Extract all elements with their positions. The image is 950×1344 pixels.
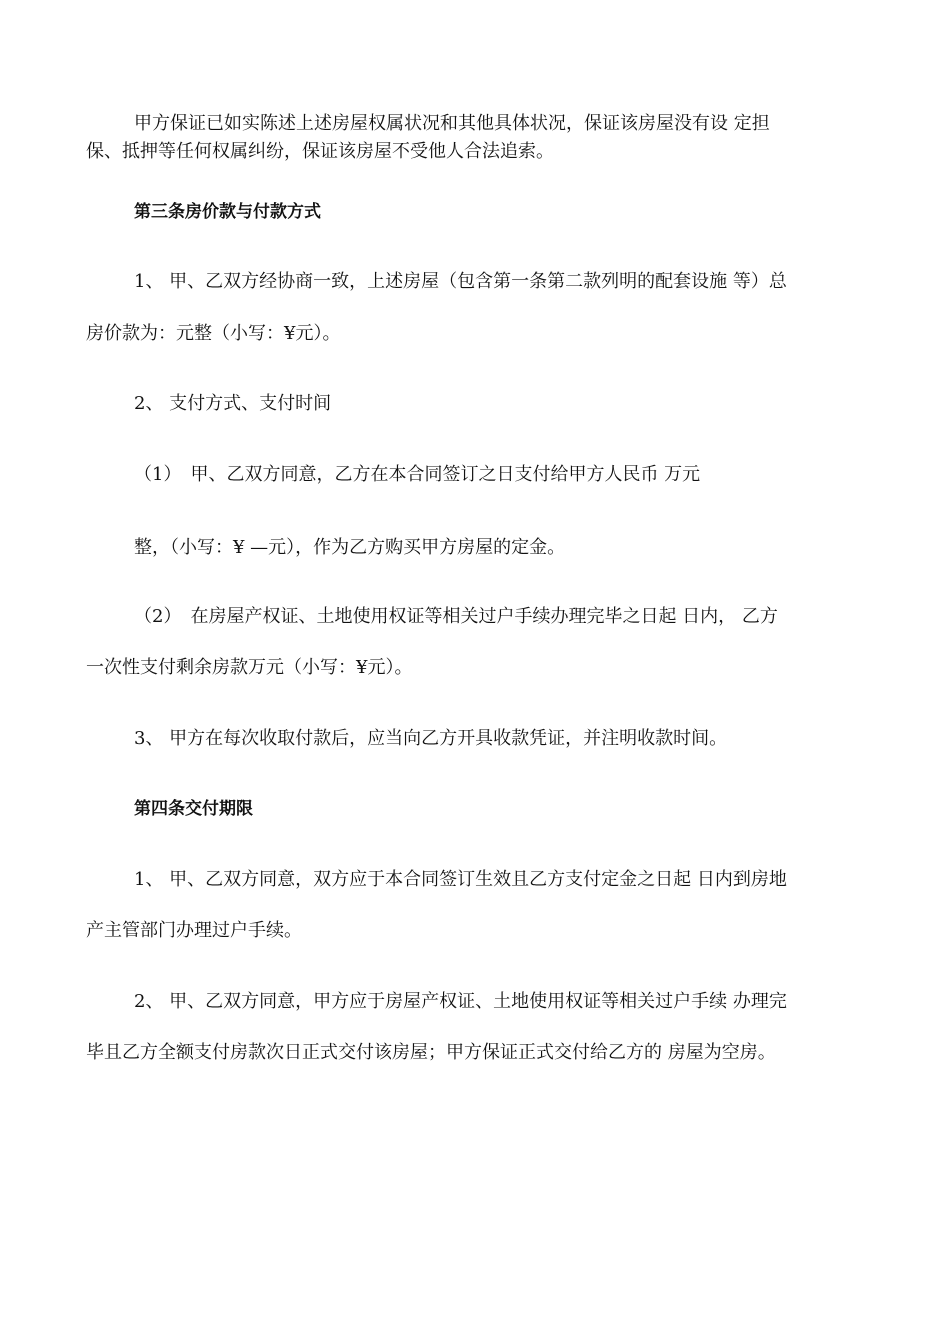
clause-3-1-line2: 房价款为：元整（小写：¥元）。 <box>86 323 341 344</box>
paragraph-warranty-line2: 保、抵押等任何权属纠纷，保证该房屋不受他人合法追索。 <box>86 141 554 162</box>
clause-4-1-line1: 1、 甲、乙双方同意，双方应于本合同签订生效且乙方支付定金之日起 日内到房地 <box>134 869 787 890</box>
clause-3-1-line1: 1、 甲、乙双方经协商一致，上述房屋（包含第一条第二款列明的配套设施 等）总 <box>134 271 787 292</box>
clause-3-2-2-line1: （2） 在房屋产权证、土地使用权证等相关过户手续办理完毕之日起 日内， 乙方 <box>134 606 778 627</box>
clause-3-2-1-line2: 整，（小写：¥ —元），作为乙方购买甲方房屋的定金。 <box>134 537 566 558</box>
article-4-heading: 第四条交付期限 <box>134 799 253 819</box>
paragraph-warranty-line1: 甲方保证已如实陈述上述房屋权属状况和其他具体状况，保证该房屋没有设 定担 <box>134 113 770 134</box>
clause-4-1-line2: 产主管部门办理过户手续。 <box>86 920 302 941</box>
article-3-heading: 第三条房价款与付款方式 <box>134 202 321 222</box>
clause-3-2-1-line1: （1） 甲、乙双方同意，乙方在本合同签订之日支付给甲方人民币 万元 <box>134 464 701 485</box>
clause-4-2-line2: 毕且乙方全额支付房款次日正式交付该房屋；甲方保证正式交付给乙方的 房屋为空房。 <box>86 1042 776 1063</box>
clause-3-2: 2、 支付方式、支付时间 <box>134 393 332 414</box>
clause-3-3: 3、 甲方在每次收取付款后，应当向乙方开具收款凭证，并注明收款时间。 <box>134 728 728 749</box>
clause-3-2-2-line2: 一次性支付剩余房款万元（小写：¥元）。 <box>86 657 413 678</box>
clause-4-2-line1: 2、 甲、乙双方同意，甲方应于房屋产权证、土地使用权证等相关过户手续 办理完 <box>134 991 787 1012</box>
